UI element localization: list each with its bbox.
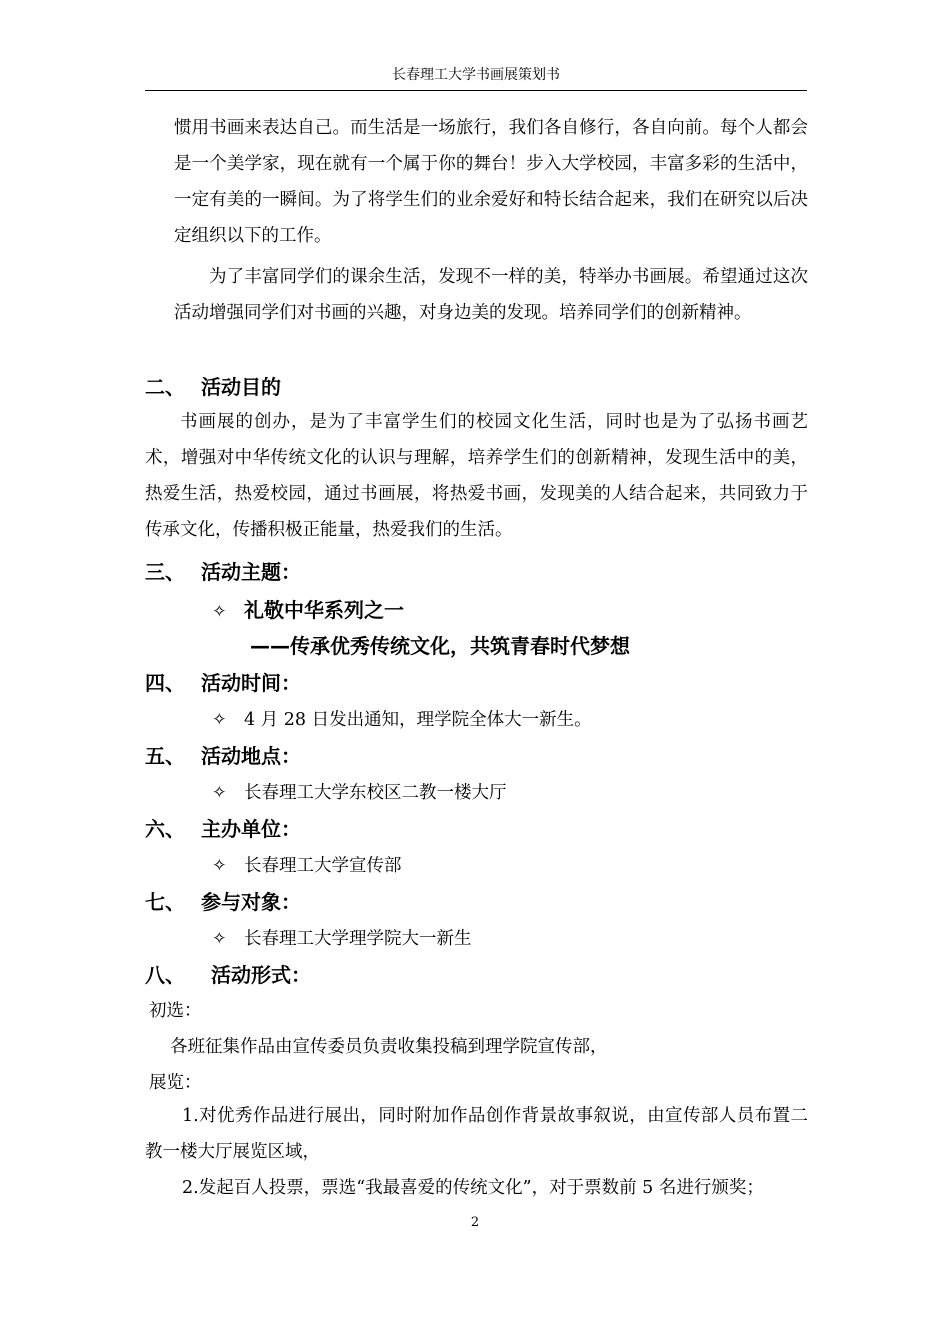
section-number: 三、 bbox=[145, 560, 185, 584]
bullet-text: 长春理工大学宣传部 bbox=[244, 856, 402, 876]
section-number: 二、 bbox=[145, 375, 185, 399]
theme-line bbox=[212, 594, 404, 623]
section-heading-6 bbox=[145, 813, 301, 842]
page-header: 长春理工大学书画展策划书 bbox=[145, 64, 807, 91]
bullet-text: 4 月 28 日发出通知，理学院全体大一新生。 bbox=[244, 710, 592, 730]
section-title: 活动时间： bbox=[201, 671, 301, 695]
diamond-bullet-icon: ✧ bbox=[212, 929, 227, 949]
section-heading-7 bbox=[145, 886, 301, 915]
bullet-text: 长春理工大学东校区二教一楼大厅 bbox=[244, 783, 507, 803]
section-heading-5 bbox=[145, 740, 301, 769]
section-heading-2 bbox=[145, 371, 281, 400]
section-2-body: 书画展的创办，是为了丰富学生们的校园文化生活，同时也是为了弘扬书画艺术，增强对中华传统文化的认识与理解，培养学生们的创新精神，发现生活中的美，热爱生活，热爱校园，通过书画展，将热爱书画，发现美的人结合起来，共同致力于传承文化，传播积极正能量，热爱我们的生活。 bbox=[145, 412, 808, 540]
section-number: 六、 bbox=[145, 817, 185, 841]
diamond-bullet-icon: ✧ bbox=[212, 856, 227, 876]
exhibit-label: 展览： bbox=[149, 1073, 202, 1093]
section-number: 五、 bbox=[145, 744, 185, 768]
prelim-label: 初选： bbox=[149, 1001, 202, 1021]
section-title: 活动主题： bbox=[201, 560, 301, 584]
page-number: 2 bbox=[470, 1215, 480, 1230]
bullet-text: 长春理工大学理学院大一新生 bbox=[244, 929, 472, 949]
bullet-item-time bbox=[212, 706, 592, 731]
section-heading-4 bbox=[145, 667, 301, 696]
section-title: 活动地点： bbox=[201, 744, 301, 768]
intro-paragraph-1: 惯用书画来表达自己。而生活是一场旅行，我们各自修行，各自向前。每个人都会是一个美学家，现在就有一个属于你的舞台！步入大学校园，丰富多彩的生活中，一定有美的一瞬间。为了将学生们的业余爱好和特长结合起来，我们在研究以后决定组织以下的工作。 bbox=[174, 118, 808, 246]
section-heading-3 bbox=[145, 556, 301, 585]
exhibit-item-2: 2.发起百人投票，票选“我最喜爱的传统文化”，对于票数前 5 名进行颁奖； bbox=[182, 1178, 764, 1198]
theme-text: 礼敬中华系列之一 bbox=[244, 598, 404, 622]
exhibit-item-1: 1.对优秀作品进行展出，同时附加作品创作背景故事叙说，由宣传部人员布置二教一楼大厅展览区域， bbox=[145, 1106, 808, 1162]
diamond-bullet-icon: ✧ bbox=[212, 602, 227, 622]
intro-paragraph-2: 为了丰富同学们的课余生活，发现不一样的美，特举办书画展。希望通过这次活动增强同学们对书画的兴趣，对身边美的发现。培养同学们的创新精神。 bbox=[174, 267, 808, 323]
bullet-item-organizer bbox=[212, 852, 402, 877]
diamond-bullet-icon: ✧ bbox=[212, 783, 227, 803]
section-heading-8 bbox=[145, 959, 311, 988]
section-number: 四、 bbox=[145, 671, 185, 695]
section-number: 七、 bbox=[145, 890, 185, 914]
section-title: 参与对象： bbox=[201, 890, 301, 914]
section-title: 主办单位： bbox=[201, 817, 301, 841]
section-number: 八、 bbox=[145, 963, 185, 987]
diamond-bullet-icon: ✧ bbox=[212, 710, 227, 730]
section-title: 活动形式： bbox=[211, 963, 311, 987]
prelim-text: 各班征集作品由宣传委员负责收集投稿到理学院宣传部， bbox=[170, 1037, 608, 1057]
bullet-item-participants bbox=[212, 925, 472, 950]
subtheme-line: ——传承优秀传统文化，共筑青春时代梦想 bbox=[250, 634, 630, 658]
section-title: 活动目的 bbox=[201, 375, 281, 399]
bullet-item-location bbox=[212, 779, 507, 804]
